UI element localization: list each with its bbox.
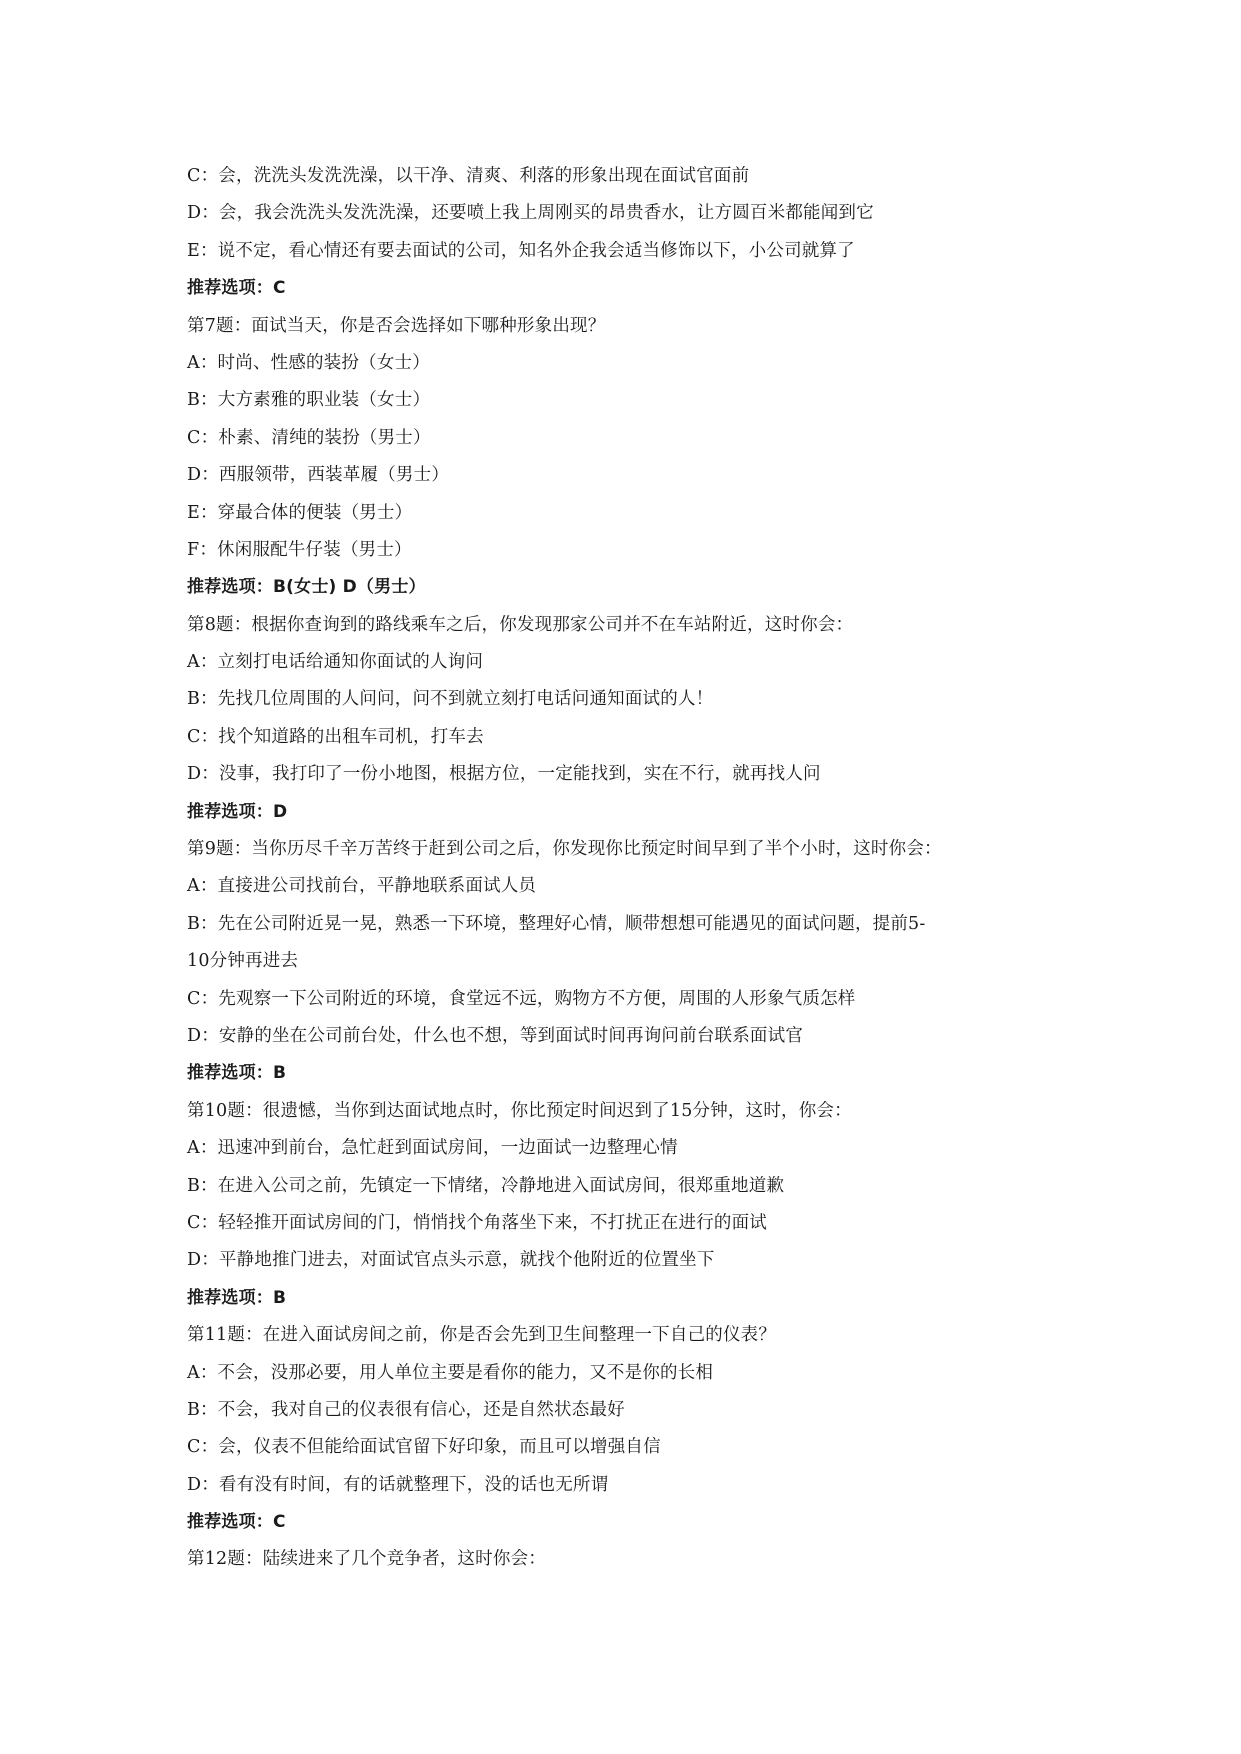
- recommended-answer: 推荐选项：B: [187, 1063, 287, 1084]
- option-text: A：迅速冲到前台，急忙赶到面试房间，一边面试一边整理心情: [187, 1138, 678, 1159]
- option-text: B：先在公司附近晃一晃，熟悉一下环境，整理好心情，顺带想想可能遇见的面试问题，提前5-: [187, 913, 926, 934]
- option-text: E：穿最合体的便装（男士）: [187, 502, 413, 523]
- question-text: 第12题：陆续进来了几个竞争者，这时你会：: [187, 1549, 546, 1570]
- option-text: C：会，仪表不但能给面试官留下好印象，而且可以增强自信: [187, 1437, 661, 1458]
- option-text: C：会，洗洗头发洗洗澡，以干净、清爽、利落的形象出现在面试官面前: [187, 166, 750, 186]
- question-text: 第8题：根据你查询到的路线乘车之后，你发现那家公司并不在车站附近，这时你会：: [187, 614, 854, 635]
- question-text: 第11题：在进入面试房间之前，你是否会先到卫生间整理一下自己的仪表？: [187, 1325, 777, 1346]
- recommended-answer: 推荐选项：C: [187, 1512, 286, 1533]
- question-text: 第10题：很遗憾，当你到达面试地点时，你比预定时间迟到了15分钟，这时，你会：: [187, 1100, 852, 1121]
- option-text: D：安静的坐在公司前台处，什么也不想，等到面试时间再询问前台联系面试官: [187, 1025, 804, 1046]
- option-text: E：说不定，看心情还有要去面试的公司，知名外企我会适当修饰以下，小公司就算了: [187, 240, 855, 261]
- recommended-answer: 推荐选项：B(女士) D（男士）: [187, 577, 426, 598]
- option-text: D：平静地推门进去，对面试官点头示意，就找个他附近的位置坐下: [187, 1250, 715, 1271]
- option-text: B：先找几位周围的人问问，问不到就立刻打电话问通知面试的人！: [187, 689, 714, 710]
- question-text: 第9题：当你历尽千辛万苦终于赶到公司之后，你发现你比预定时间早到了半个小时，这时你会：: [187, 839, 942, 860]
- question-text: 第7题：面试当天，你是否会选择如下哪种形象出现？: [187, 315, 606, 336]
- option-text: A：立刻打电话给通知你面试的人询问: [187, 652, 484, 673]
- option-text: D：会，我会洗洗头发洗洗澡，还要喷上我上周刚买的昂贵香水，让方圆百米都能闻到它: [187, 203, 874, 224]
- option-text: F：休闲服配牛仔装（男士）: [187, 539, 412, 560]
- option-text: 10分钟再进去: [187, 951, 299, 972]
- option-text: C：找个知道路的出租车司机，打车去: [187, 726, 484, 747]
- option-text: B：在进入公司之前，先镇定一下情绪，冷静地进入面试房间，很郑重地道歉: [187, 1175, 785, 1196]
- recommended-answer: 推荐选项：B: [187, 1287, 287, 1308]
- option-text: B：大方素雅的职业装（女士）: [187, 390, 431, 411]
- option-text: A：时尚、性感的装扮（女士）: [187, 352, 430, 373]
- option-text: C：先观察一下公司附近的环境，食堂远不远，购物方不方便，周围的人形象气质怎样: [187, 988, 856, 1009]
- option-text: D：看有没有时间，有的话就整理下，没的话也无所谓: [187, 1474, 609, 1495]
- recommended-answer: 推荐选项：C: [187, 278, 286, 299]
- option-text: D：没事，我打印了一份小地图，根据方位，一定能找到，实在不行，就再找人问: [187, 764, 821, 785]
- option-text: A：不会，没那必要，用人单位主要是看你的能力，又不是你的长相: [187, 1362, 714, 1383]
- document-page: [187, 162, 1057, 1583]
- option-text: D：西服领带，西装革履（男士）: [187, 465, 450, 486]
- option-text: B：不会，我对自己的仪表很有信心，还是自然状态最好: [187, 1399, 625, 1420]
- option-text: C：轻轻推开面试房间的门，悄悄找个角落坐下来，不打扰正在进行的面试: [187, 1212, 767, 1233]
- option-text: A：直接进公司找前台，平静地联系面试人员: [187, 876, 537, 897]
- option-text: C：朴素、清纯的装扮（男士）: [187, 427, 431, 448]
- recommended-answer: 推荐选项：D: [187, 801, 288, 822]
